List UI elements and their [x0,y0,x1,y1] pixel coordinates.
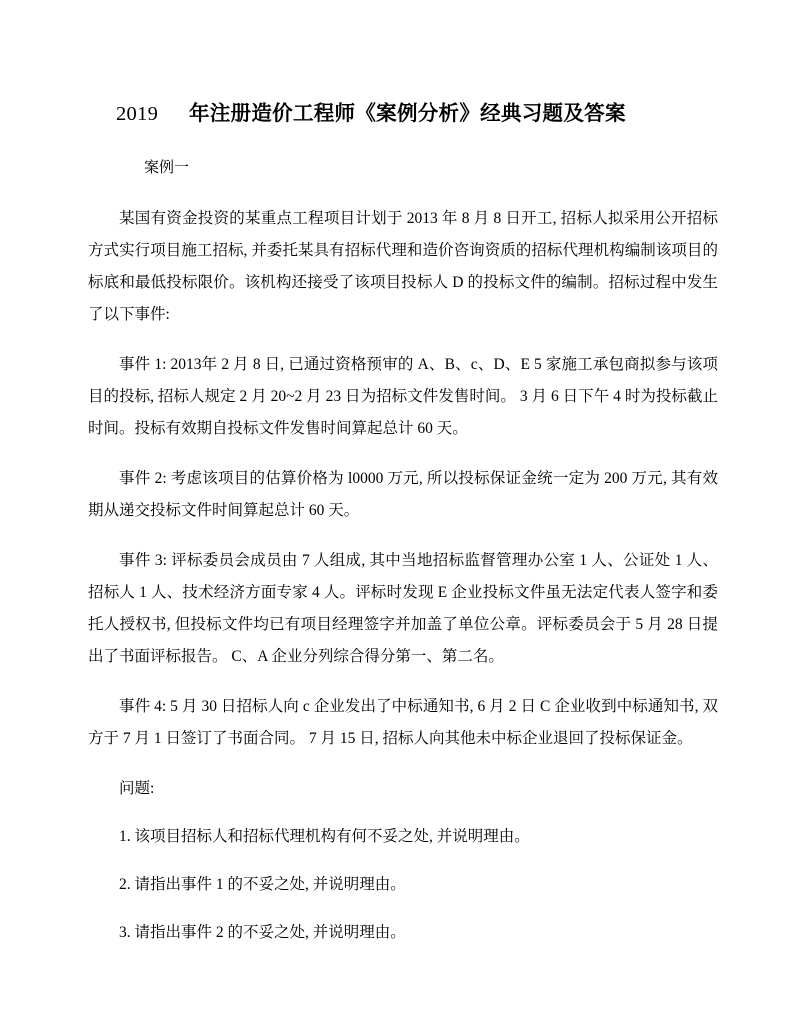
paragraph-event-2: 事件 2: 考虑该项目的估算价格为 l0000 万元, 所以投标保证金统一定为 200 万元, 其有效期从递交投标文件时间算起总计 60 天。 [88,470,718,519]
question-item-1: 1. 该项目招标人和招标代理机构有何不妥之处, 并说明理由。 [119,828,530,845]
section-label: 案例一 [144,160,190,176]
paragraph-event-4: 事件 4: 5 月 30 日招标人向 c 企业发出了中标通知书, 6 月 2 日 C 企业收到中标通知书, 双方于 7 月 1 日签订了书面合同。 7 月 15 日, 招标人向其他未中标企业退回了投标保证金。 [88,698,718,747]
questions-label: 问题: [119,780,155,797]
paragraph-intro: 某国有资金投资的某重点工程项目计划于 2013 年 8 月 8 日开工, 招标人拟采用公开招标方式实行项目施工招标, 并委托某具有招标代理和造价咨询资质的招标代理机构编制该项目的标底和最低投标限价。该机构还接受了该项目投标人 D 的投标文件的编制。招标过程中发生了以下事件: [88,210,718,323]
document-body [88,96,718,965]
title-year: 2019 [116,103,159,125]
title-text: 年注册造价工程师《案例分析》经典习题及答案 [188,103,626,125]
question-item-2: 2. 请指出事件 1 的不妥之处, 并说明理由。 [119,876,406,893]
paragraph-event-1: 事件 1: 2013年 2 月 8 日, 已通过资格预审的 A、B、c、D、E 5 家施工承包商拟参与该项目的投标, 招标人规定 2 月 20~2 月 23 日为招标文件发售时间。 3 月 6 日下午 4 时为投标截止时间。投标有效期自投标文件发售时间算起总计 60 天。 [88,356,718,437]
question-item-3: 3. 请指出事件 2 的不妥之处, 并说明理由。 [119,924,406,941]
paragraph-event-3: 事件 3: 评标委员会成员由 7 人组成, 其中当地招标监督管理办公室 1 人、公证处 1 人、招标人 1 人、技术经济方面专家 4 人。评标时发现 E 企业投标文件虽无法定代表人签字和委托人授权书, 但投标文件均已有项目经理签字并加盖了单位公章。评标委员会于 5 月 28 日提出了书面评标报告。 C、A 企业分列综合得分第一、第二名。 [88,552,718,665]
page-title [116,96,718,126]
